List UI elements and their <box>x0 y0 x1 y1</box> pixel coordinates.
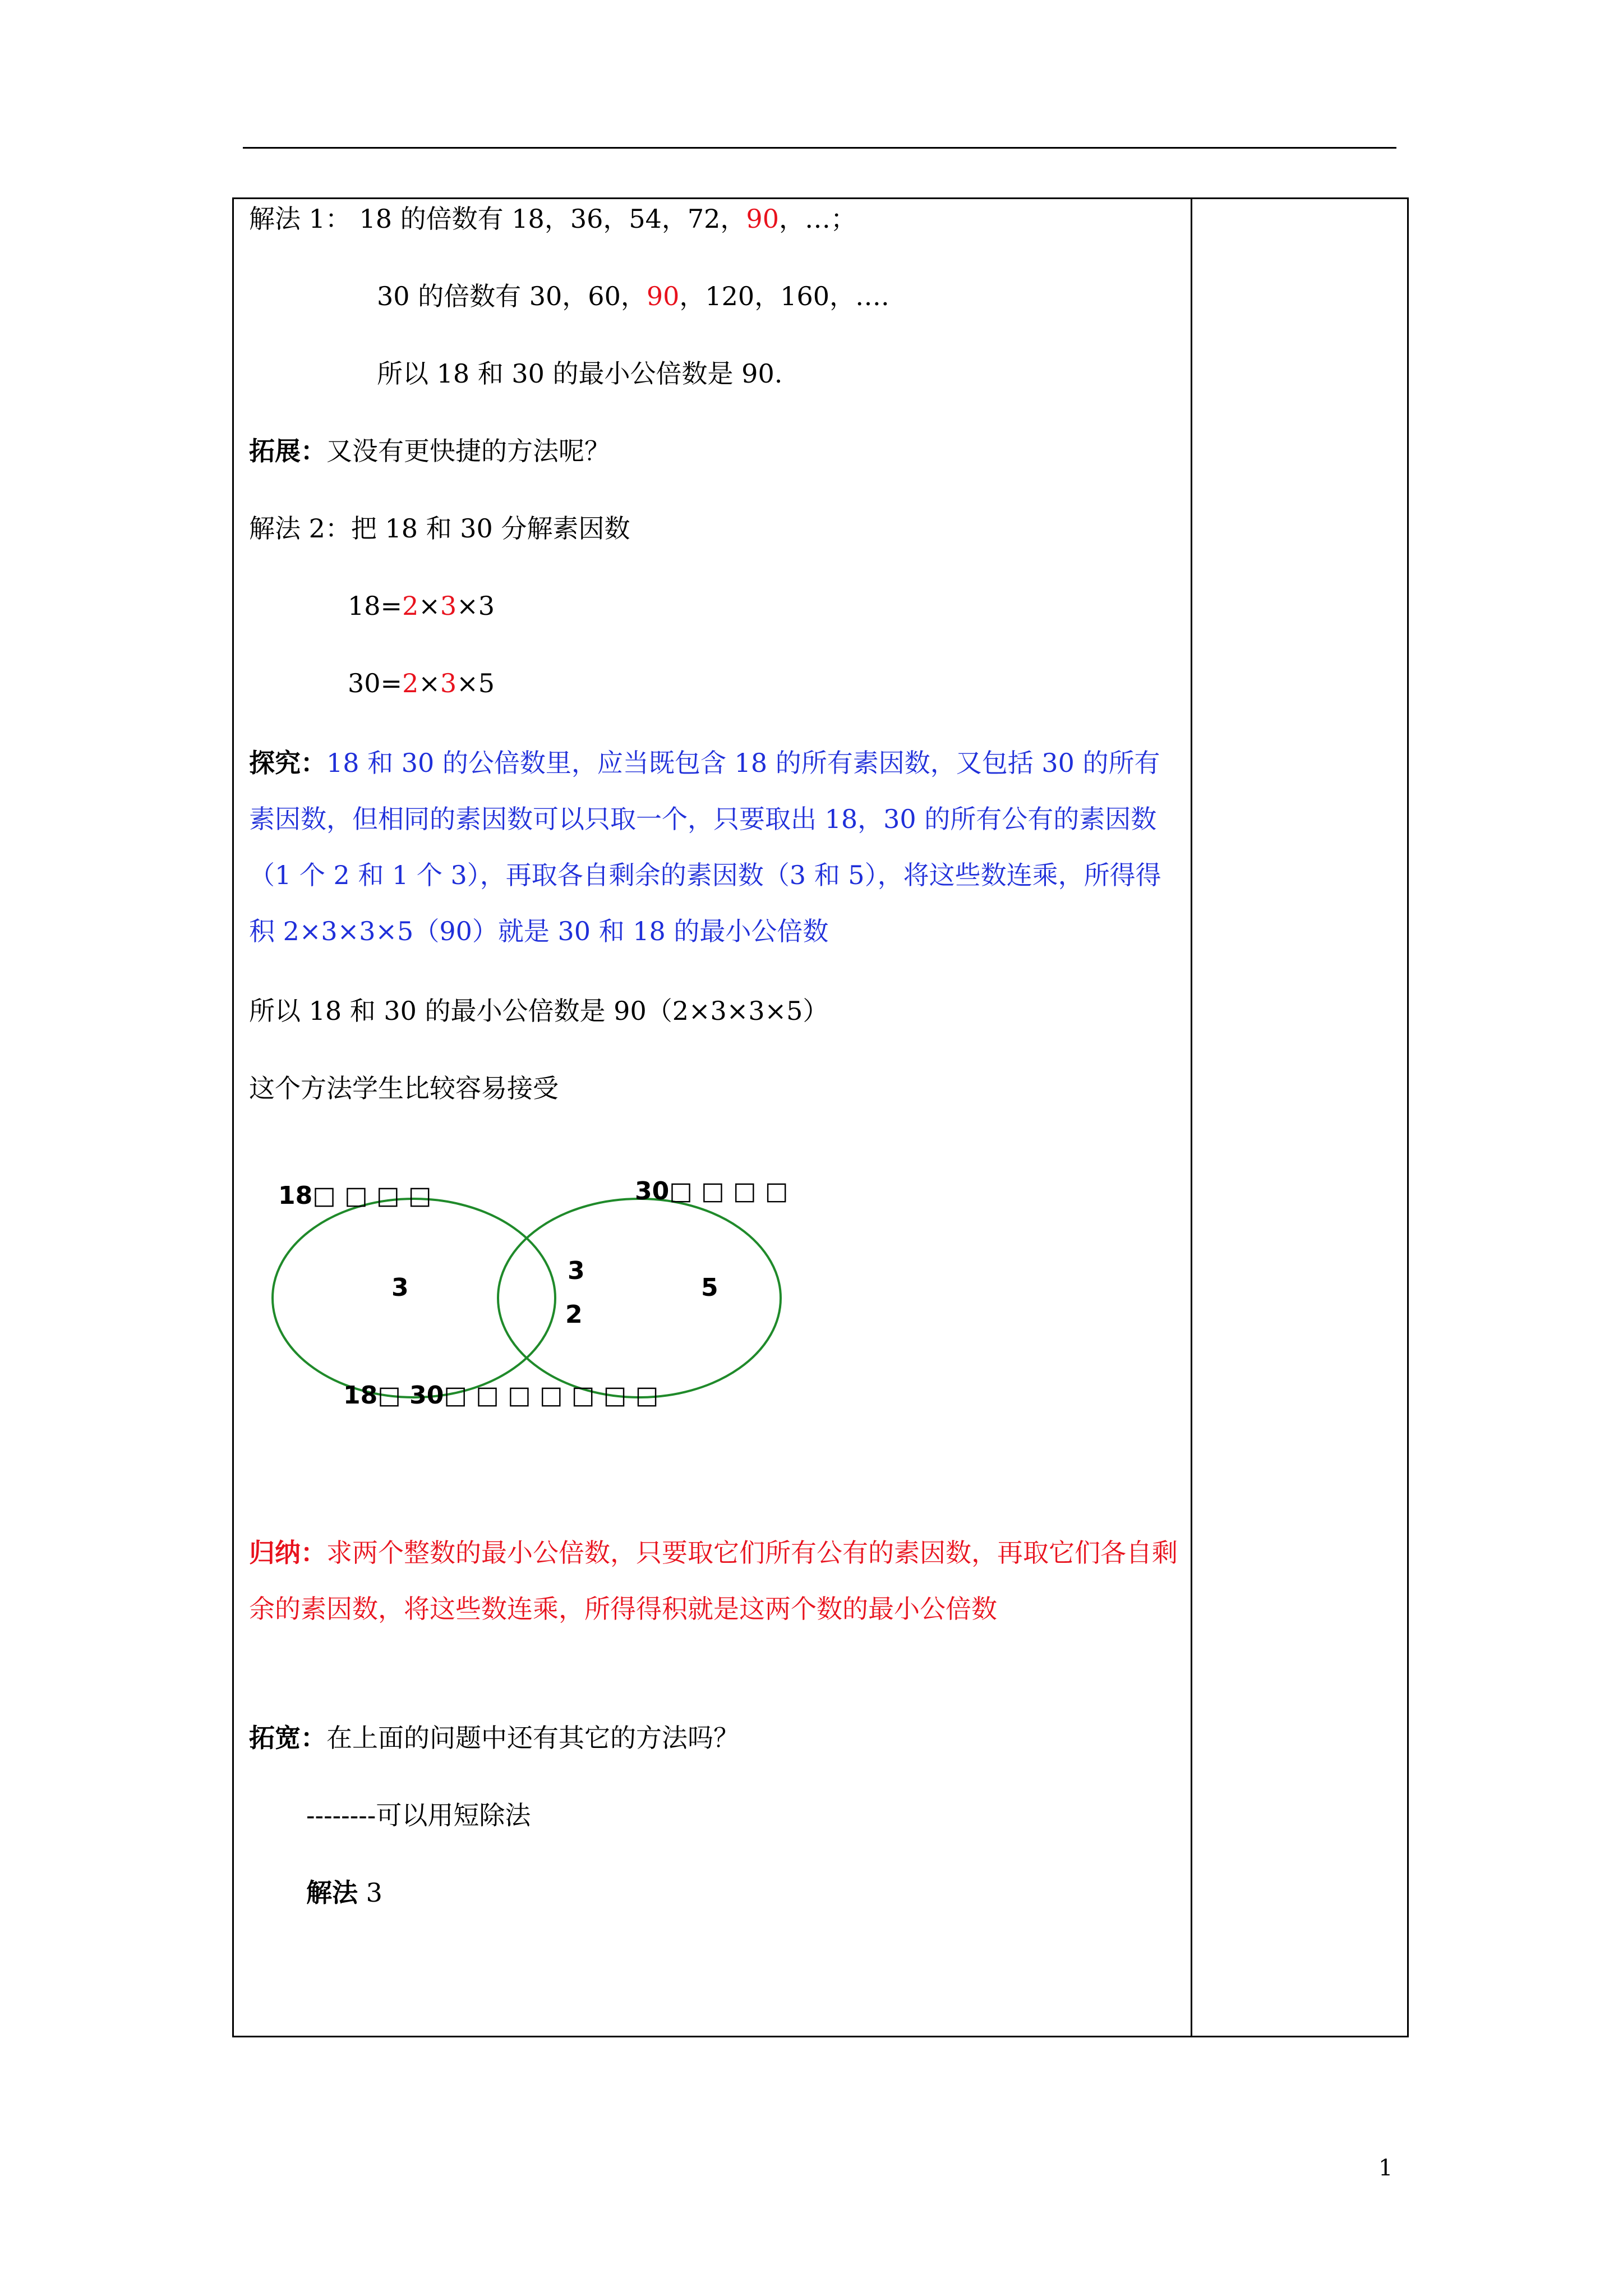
tuozhan-text: 又没有更快捷的方法呢？ <box>326 436 610 466</box>
short-division-note: --------可以用短除法 <box>306 1800 531 1830</box>
venn-common-top: 3 <box>568 1257 585 1285</box>
teaching-note: 这个方法学生比较容易接受 <box>249 1073 559 1103</box>
conclusion: 所以 18 和 30 的最小公倍数是 90（2×3×3×5） <box>249 996 829 1026</box>
eq-highlight: 2 <box>402 591 419 621</box>
venn-label-18: 18□ □ □ □ <box>278 1181 432 1210</box>
method3-number: 3 <box>366 1878 382 1908</box>
guina-paragraph <box>249 1525 1180 1637</box>
venn-right-only: 5 <box>701 1273 718 1302</box>
method1-line1-suffix: ，…； <box>778 204 856 234</box>
method3-heading <box>306 1876 382 1910</box>
eq-highlight: 2 <box>402 668 419 698</box>
eq-text: ×3 <box>457 591 495 621</box>
tanjiu-label: 探究： <box>249 748 326 778</box>
eq-highlight: 3 <box>440 668 457 698</box>
tuokuan-text: 在上面的问题中还有其它的方法吗？ <box>326 1723 739 1753</box>
venn-circle-30 <box>498 1199 781 1397</box>
tuokuan-label: 拓宽： <box>249 1723 326 1753</box>
eq-highlight: 3 <box>440 591 457 621</box>
eq-text: × <box>418 591 440 621</box>
method1-line1-text: 解法 1： 18 的倍数有 18，36，54，72， <box>249 204 746 234</box>
tanjiu-text: 18 和 30 的公倍数里，应当既包含 18 的所有素因数，又包括 30 的所有素因数，但相同的素因数可以只取一个，只要取出 18，30 的所有公有的素因数（1 个 2 和 1 个 3），再取各自剩余的素因数（3 和 5），将这些数连乘，所得得积 2×3×3×5（90）就是 30 和 18 的最小公倍数 <box>249 748 1161 946</box>
venn-label-30: 30□ □ □ □ <box>635 1177 789 1205</box>
venn-circle-18 <box>273 1199 555 1397</box>
venn-left-only: 3 <box>391 1273 409 1302</box>
tuokuan-line <box>249 1721 739 1755</box>
eq-text: 30= <box>348 668 403 698</box>
method1-line2-suffix: ，120，160，…. <box>679 281 889 311</box>
highlight-90: 90 <box>646 281 680 311</box>
method1-line3: 所以 18 和 30 的最小公倍数是 90. <box>377 358 783 389</box>
highlight-90: 90 <box>746 204 779 234</box>
tuozhan-label: 拓展： <box>249 436 326 466</box>
eq-text: × <box>418 668 440 698</box>
guina-text: 求两个整数的最小公倍数，只要取它们所有公有的素因数，再取它们各自剩余的素因数，将这些数连乘，所得得积就是这两个数的最小公倍数 <box>249 1538 1178 1624</box>
eq-text: ×5 <box>457 668 495 698</box>
method2-intro: 解法 2：把 18 和 30 分解素因数 <box>249 513 630 544</box>
page-number: 1 <box>1378 2155 1393 2181</box>
eq-text: 18= <box>348 591 403 621</box>
guina-label: 归纳： <box>249 1538 326 1568</box>
venn-label-lcm: 18□ 30□ □ □ □ □ □ □ <box>343 1381 659 1410</box>
method1-line2-text: 30 的倍数有 30，60， <box>377 281 647 311</box>
venn-common-bottom: 2 <box>565 1300 583 1329</box>
method3-label: 解法 <box>306 1878 358 1908</box>
